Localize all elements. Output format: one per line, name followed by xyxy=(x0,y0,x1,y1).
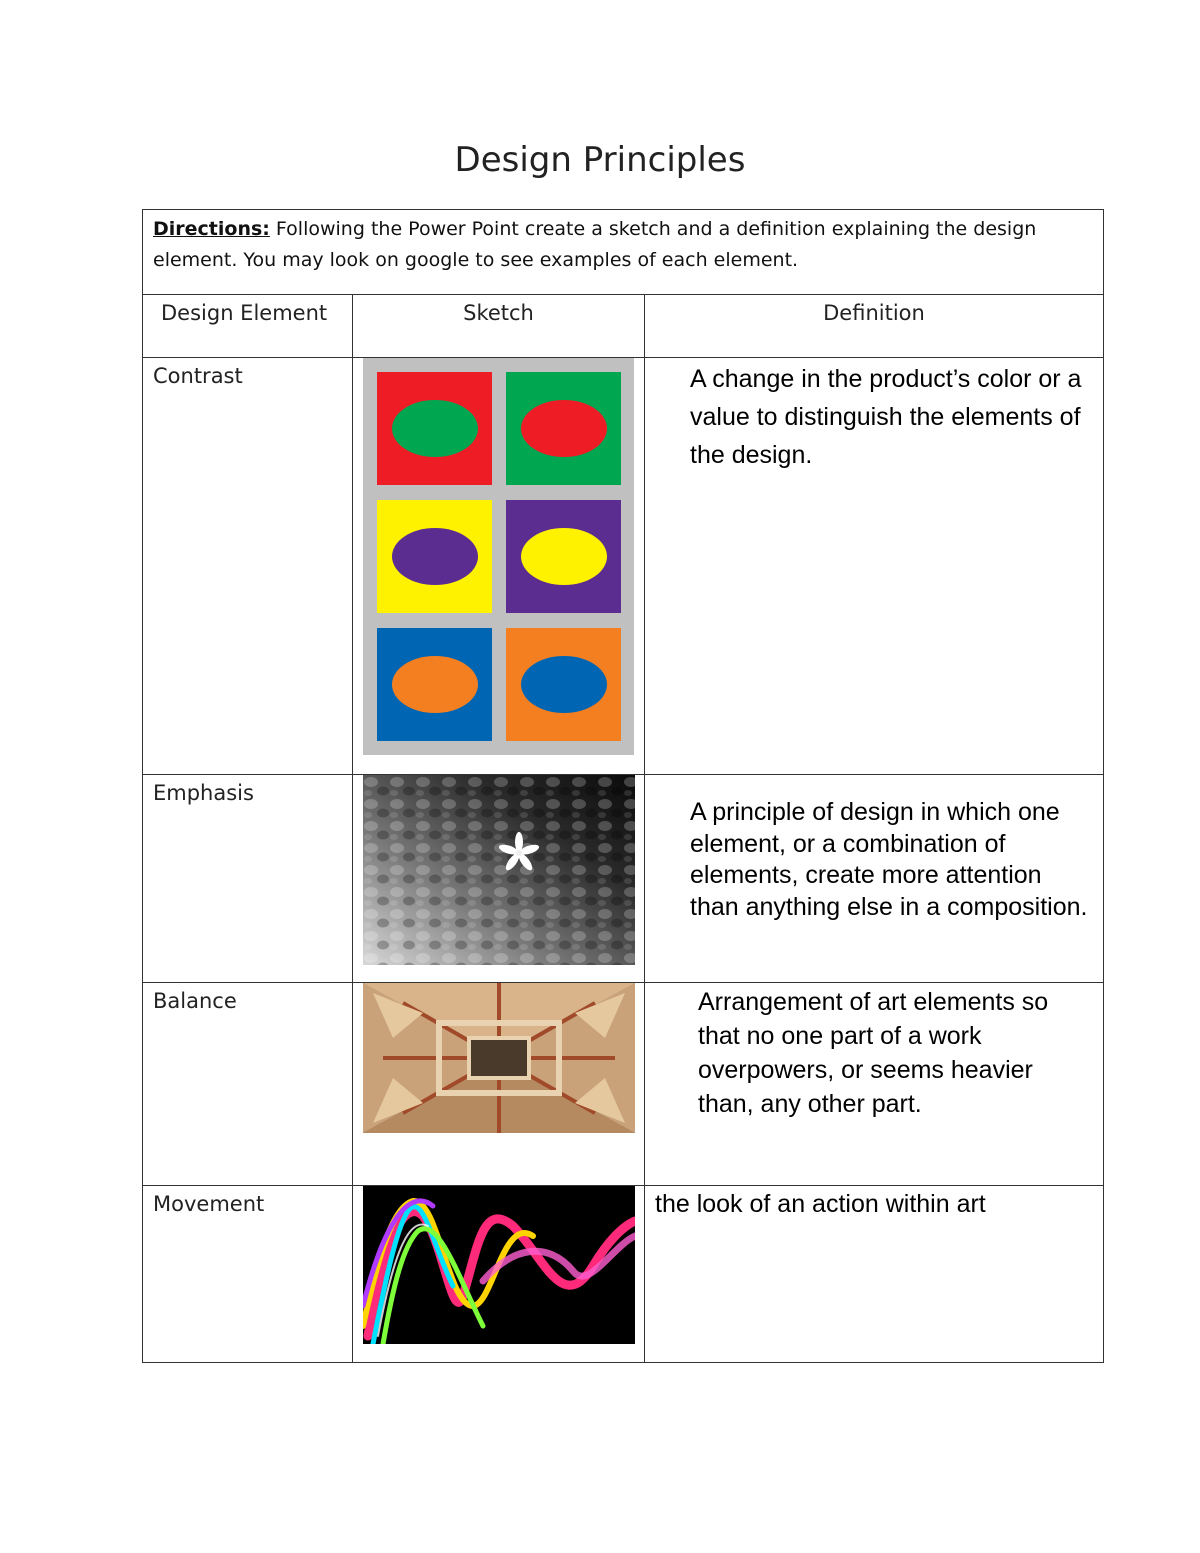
contrast-tile-purple xyxy=(506,500,621,613)
movement-sketch-image xyxy=(363,1186,635,1344)
sketch-emphasis xyxy=(353,775,645,983)
element-name-contrast: Contrast xyxy=(143,358,353,775)
contrast-tile-red xyxy=(377,372,492,485)
contrast-sketch-image xyxy=(363,358,634,755)
contrast-oval-blue xyxy=(521,656,607,713)
definition-emphasis: A principle of design in which one element, or a combination of elements, create more attention than anything else in a composition. xyxy=(645,775,1104,983)
directions-cell xyxy=(143,210,1104,295)
header-design-element: Design Element xyxy=(143,295,353,358)
contrast-tile-blue xyxy=(377,628,492,741)
contrast-oval-purple xyxy=(392,528,478,585)
table-row xyxy=(143,358,1104,775)
contrast-tile-orange xyxy=(506,628,621,741)
element-name-emphasis: Emphasis xyxy=(143,775,353,983)
definition-movement: the look of an action within art xyxy=(645,1186,1104,1363)
balance-sketch-image xyxy=(363,983,635,1133)
sketch-contrast xyxy=(353,358,645,775)
contrast-tile-yellow xyxy=(377,500,492,613)
directions-label: Directions: xyxy=(153,218,270,240)
emphasis-sketch-image xyxy=(363,775,635,965)
contrast-oval-red xyxy=(521,400,607,457)
definition-contrast: A change in the product’s color or a value to distinguish the elements of the design. xyxy=(645,358,1104,775)
header-sketch: Sketch xyxy=(353,295,645,358)
table-row xyxy=(143,1186,1104,1363)
design-principles-table xyxy=(142,209,1104,1363)
element-name-movement: Movement xyxy=(143,1186,353,1363)
contrast-oval-orange xyxy=(392,656,478,713)
header-row xyxy=(143,295,1104,358)
contrast-oval-green xyxy=(392,400,478,457)
page-title: Design Principles xyxy=(454,140,746,180)
sketch-movement xyxy=(353,1186,645,1363)
contrast-tile-green xyxy=(506,372,621,485)
definition-balance: Arrangement of art elements so that no one part of a work overpowers, or seems heavier than, any other part. xyxy=(645,983,1104,1186)
directions-text: Following the Power Point create a sketch and a definition explaining the design element. You may look on google to see examples of each element. xyxy=(153,218,1037,271)
contrast-oval-yellow xyxy=(521,528,607,585)
element-name-balance: Balance xyxy=(143,983,353,1186)
header-definition: Definition xyxy=(645,295,1104,358)
table-row xyxy=(143,775,1104,983)
table-row xyxy=(143,983,1104,1186)
directions-row xyxy=(143,210,1104,295)
sketch-balance xyxy=(353,983,645,1186)
